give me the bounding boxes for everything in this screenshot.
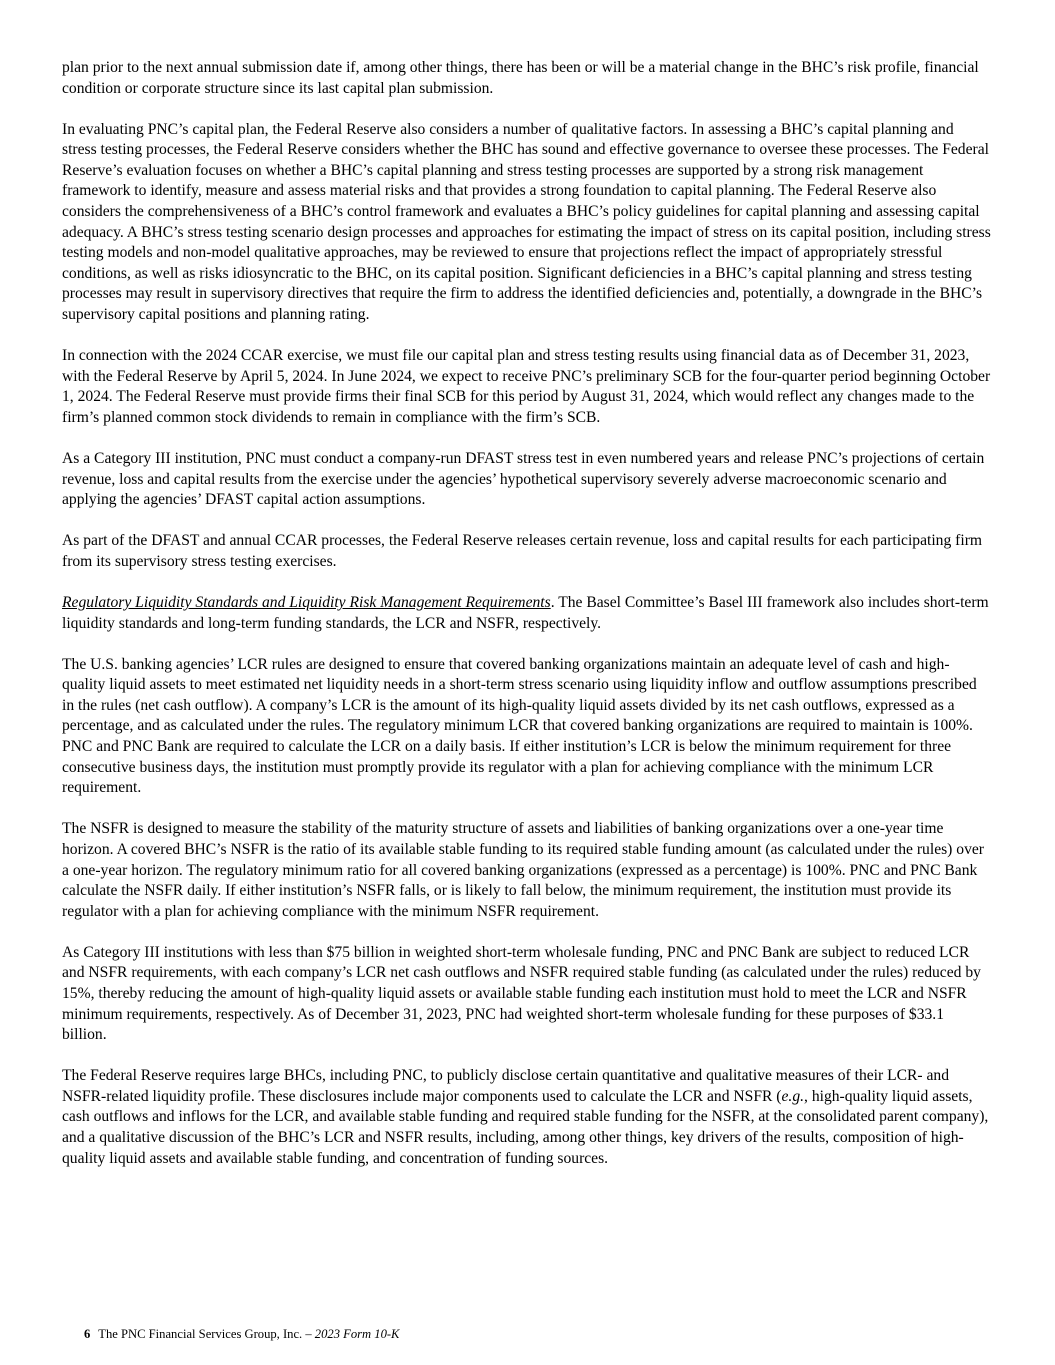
paragraph-ccar-2024: In connection with the 2024 CCAR exercise, we must file our capital plan and stress testing results using financial data as of December 31, 2023, with the Federal Reserve by April 5, 2024. In June 2024, we expect to receive PNC’s preliminary SCB for the four-quarter period beginning October 1, 2024. The Federal Reserve must provide firms their final SCB for this period by August 31, 2024, which would reflect any changes made to the firm’s planned common stock dividends to remain in compliance with the firm’s SCB. <box>62 347 991 426</box>
paragraph-nsfr: The NSFR is designed to measure the stability of the maturity structure of assets and liabilities of banking organizations over a one-year time horizon. A covered BHC’s NSFR is the ratio of its available stable funding to its required stable funding amount (as calculated under the rules) over a one-year horizon. The regulatory minimum ratio for all covered banking organizations (expressed as a percentage) is 100%. PNC and PNC Bank calculate the NSFR daily. If either institution’s NSFR falls, or is likely to fall below, the minimum requirement, the institution must provide its regulator with a plan for achieving compliance with the minimum NSFR requirement. <box>62 820 984 920</box>
page-number: 6 <box>84 1327 91 1341</box>
document-body <box>62 58 992 1190</box>
paragraph-capital-plan-resubmission: plan prior to the next annual submission date if, among other things, there has been or will be a material change in the BHC’s risk profile, financial condition or corporate structure since its last capital plan submission. <box>62 59 979 97</box>
disclosure-text-part1: The Federal Reserve requires large BHCs, including PNC, to publicly disclose certain quantitative and qualitative measures of their LCR- and NSFR-related liquidity profile. These disclosures include major components used to calculate the LCR and NSFR ( <box>62 1067 950 1105</box>
paragraph-lcr-rules: The U.S. banking agencies’ LCR rules are designed to ensure that covered banking organizations maintain an adequate level of cash and high-quality liquid assets to meet estimated net liquidity needs in a short-term stress scenario using liquidity inflow and outflow assumptions prescribed in the rules (net cash outflow). A company’s LCR is the amount of its high-quality liquid assets divided by its net cash outflows, expressed as a percentage, and as calculated under the rules. The regulatory minimum LCR that covered banking organizations are required to maintain is 100%. PNC and PNC Bank are required to calculate the LCR on a daily basis. If either institution’s LCR is below the minimum requirement for three consecutive business days, the institution must promptly provide its regulator with a plan for achieving compliance with the minimum LCR requirement. <box>62 655 977 797</box>
footer-company: The PNC Financial Services Group, Inc. – <box>98 1327 315 1341</box>
section-heading-liquidity: Regulatory Liquidity Standards and Liquidity Risk Management Requirements <box>62 593 551 611</box>
paragraph-dfast-category-iii: As a Category III institution, PNC must conduct a company-run DFAST stress test in even numbered years and release PNC’s projections of certain revenue, loss and capital results from the exercise under the agencies’ hypothetical supervisory severely adverse macroeconomic scenario and applying the agencies’ DFAST capital action assumptions. <box>62 450 985 509</box>
paragraph-dfast-results: As part of the DFAST and annual CCAR processes, the Federal Reserve releases certain revenue, loss and capital results for each participating firm from its supervisory stress testing exercises. <box>62 532 983 570</box>
paragraph-qualitative-factors: In evaluating PNC’s capital plan, the Federal Reserve also considers a number of qualitative factors. In assessing a BHC’s capital planning and stress testing processes, the Federal Reserve considers whether the BHC has sound and effective governance to oversee these processes. The Federal Reserve’s evaluation focuses on whether a BHC’s capital planning and stress testing processes are supported by a strong risk management framework to identify, measure and assess material risks and that provides a strong foundation to capital planning. The Federal Reserve also considers the comprehensiveness of a BHC’s control framework and evaluates a BHC’s policy guidelines for capital planning and assessing capital adequacy. A BHC’s stress testing scenario design processes and approaches for estimating the impact of stress on its capital position, including stress testing models and non-model qualitative approaches, may be reviewed to ensure that projections reflect the impact of appropriately stressful conditions, as well as risks idiosyncratic to the BHC, on its capital position. Significant deficiencies in a BHC’s capital planning and stress testing processes may result in supervisory directives that require the firm to address the identified deficiencies and, potentially, a downgrade in the BHC’s supervisory capital positions and planning rating. <box>62 120 991 324</box>
paragraph-reduced-requirements: As Category III institutions with less than $75 billion in weighted short-term wholesale funding, PNC and PNC Bank are subject to reduced LCR and NSFR requirements, with each company’s LCR net cash outflows and NSFR required stable funding (as calculated under the rules) reduced by 15%, thereby reducing the amount of high-quality liquid assets or available stable funding each institution must hold to meet the LCR and NSFR minimum requirements, respectively. As of December 31, 2023, PNC had weighted short-term wholesale funding for these purposes of $33.1 billion. <box>62 943 981 1044</box>
footer-form: 2023 Form 10-K <box>314 1327 400 1341</box>
disclosure-text-part2: , high-quality liquid assets, cash outflows and inflows for the LCR, and available stable funding and required stable funding for the NSFR, at the consolidated parent company), and a qualitative discussion of the BHC’s LCR and NSFR results, including, among other things, key drivers of the results, composition of high-quality liquid assets and available stable funding, and concentration of funding sources. <box>62 1087 989 1167</box>
paragraph-liquidity-standards <box>62 593 992 634</box>
paragraph-public-disclosure <box>62 1066 992 1169</box>
page-footer <box>84 1326 399 1342</box>
disclosure-eg: e.g. <box>781 1087 805 1105</box>
liquidity-intro-text: . The Basel Committee’s Basel III framework also includes short-term liquidity standards and long-term funding standards, the LCR and NSFR, respectively. <box>62 593 989 632</box>
